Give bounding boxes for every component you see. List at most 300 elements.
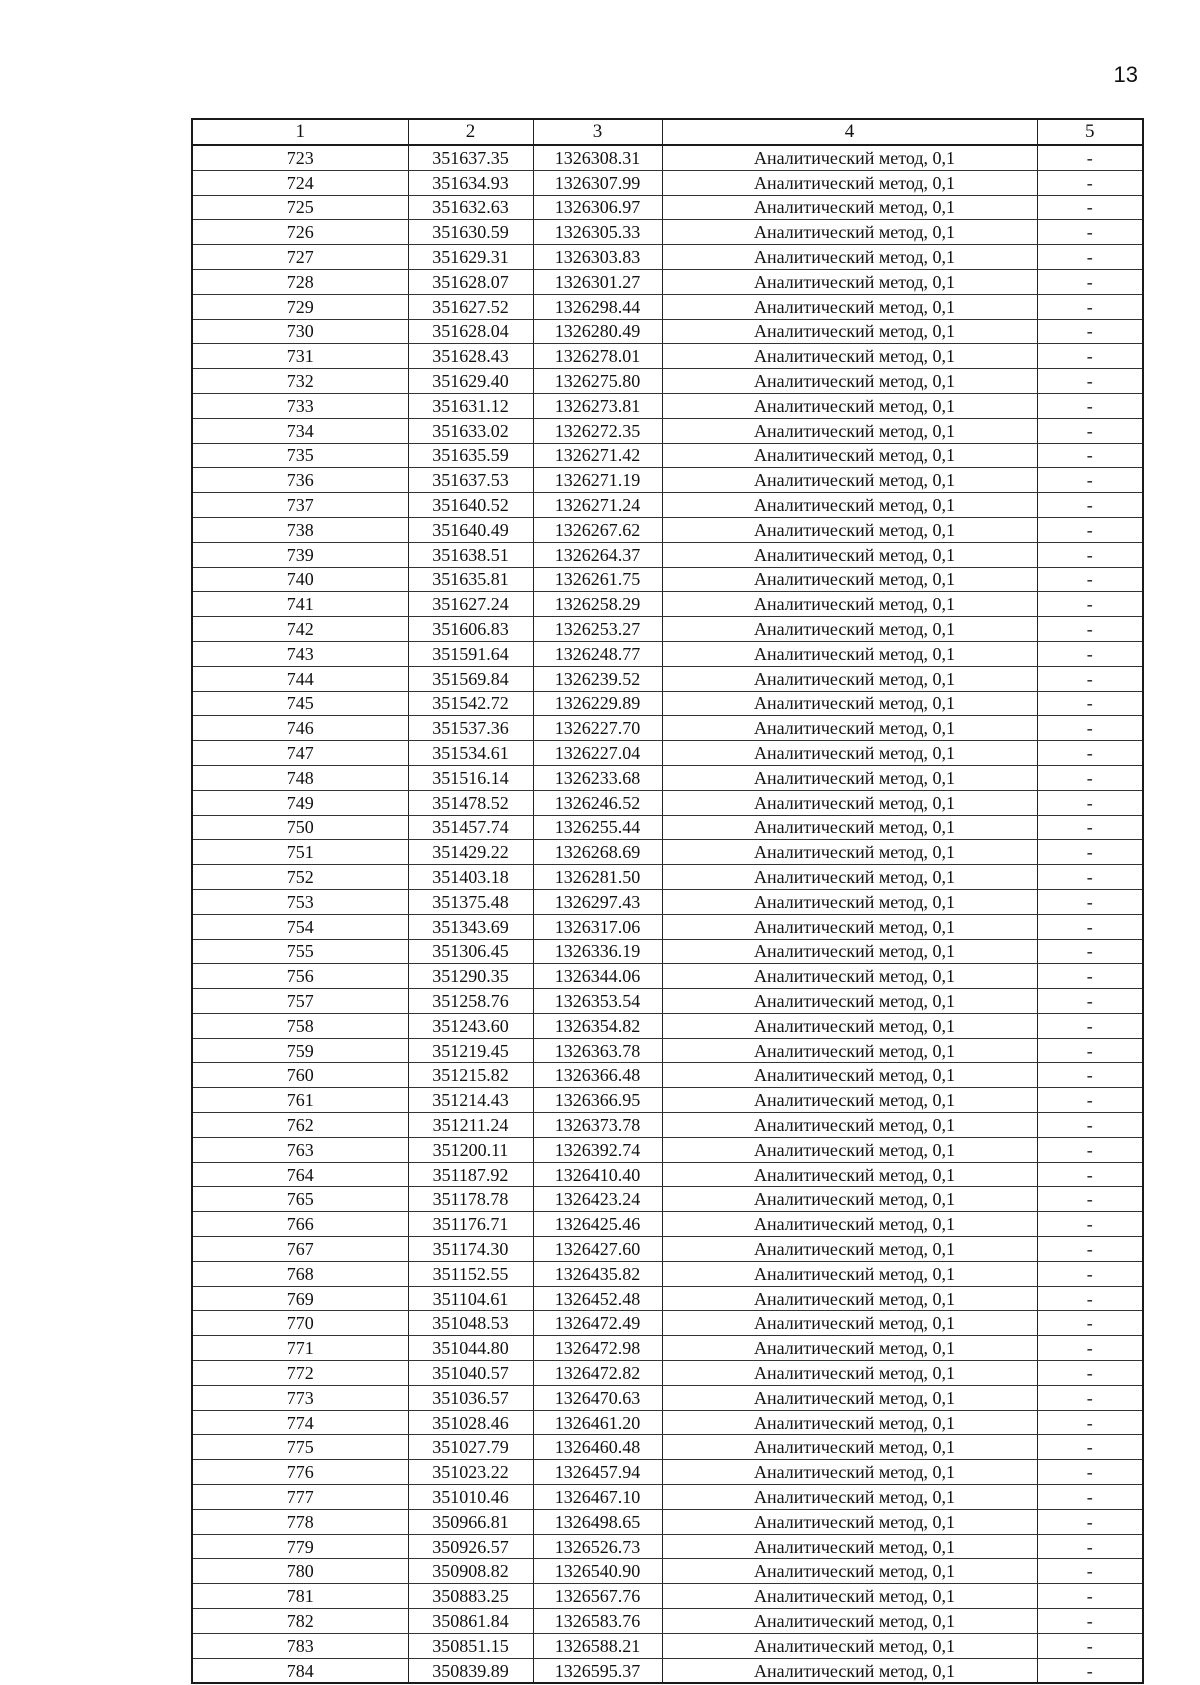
table-row [192,1212,1143,1237]
cell-description: - [1037,170,1143,195]
table-row [192,1609,1143,1634]
cell-description: - [1037,1038,1143,1063]
cell-x-coordinate: 351104.61 [408,1286,533,1311]
cell-description: - [1037,1534,1143,1559]
cell-point-number: 729 [192,294,408,319]
cell-point-number: 753 [192,889,408,914]
cell-y-coordinate: 1326410.40 [533,1162,662,1187]
cell-point-number: 755 [192,939,408,964]
cell-method: Аналитический метод, 0,1 [662,840,1037,865]
table-row [192,1435,1143,1460]
cell-point-number: 764 [192,1162,408,1187]
cell-y-coordinate: 1326467.10 [533,1485,662,1510]
cell-point-number: 742 [192,617,408,642]
cell-point-number: 757 [192,989,408,1014]
cell-y-coordinate: 1326303.83 [533,245,662,270]
table-row [192,939,1143,964]
table-row [192,145,1143,170]
table-row [192,1261,1143,1286]
cell-x-coordinate: 351591.64 [408,641,533,666]
cell-point-number: 746 [192,716,408,741]
cell-method: Аналитический метод, 0,1 [662,865,1037,890]
cell-y-coordinate: 1326298.44 [533,294,662,319]
table-row [192,964,1143,989]
cell-point-number: 776 [192,1460,408,1485]
table-row [192,1063,1143,1088]
cell-x-coordinate: 351306.45 [408,939,533,964]
cell-x-coordinate: 351635.59 [408,443,533,468]
cell-description: - [1037,1088,1143,1113]
cell-y-coordinate: 1326472.82 [533,1361,662,1386]
cell-description: - [1037,1509,1143,1534]
cell-point-number: 725 [192,195,408,220]
cell-x-coordinate: 351214.43 [408,1088,533,1113]
cell-description: - [1037,1212,1143,1237]
cell-x-coordinate: 351200.11 [408,1137,533,1162]
table-row [192,294,1143,319]
cell-method: Аналитический метод, 0,1 [662,1385,1037,1410]
cell-x-coordinate: 351211.24 [408,1113,533,1138]
cell-x-coordinate: 351516.14 [408,765,533,790]
cell-method: Аналитический метод, 0,1 [662,369,1037,394]
cell-method: Аналитический метод, 0,1 [662,294,1037,319]
cell-method: Аналитический метод, 0,1 [662,741,1037,766]
cell-y-coordinate: 1326366.95 [533,1088,662,1113]
cell-description: - [1037,815,1143,840]
cell-description: - [1037,1435,1143,1460]
cell-point-number: 762 [192,1113,408,1138]
cell-description: - [1037,245,1143,270]
cell-x-coordinate: 351258.76 [408,989,533,1014]
table-row [192,393,1143,418]
cell-point-number: 751 [192,840,408,865]
cell-method: Аналитический метод, 0,1 [662,1187,1037,1212]
cell-description: - [1037,914,1143,939]
cell-y-coordinate: 1326268.69 [533,840,662,865]
cell-method: Аналитический метод, 0,1 [662,641,1037,666]
table-row [192,1534,1143,1559]
cell-method: Аналитический метод, 0,1 [662,1460,1037,1485]
table-row [192,815,1143,840]
cell-description: - [1037,418,1143,443]
cell-y-coordinate: 1326308.31 [533,145,662,170]
cell-description: - [1037,493,1143,518]
table-row [192,1385,1143,1410]
column-header-x: 2 [408,119,533,145]
cell-y-coordinate: 1326540.90 [533,1559,662,1584]
cell-method: Аналитический метод, 0,1 [662,716,1037,741]
cell-x-coordinate: 351627.24 [408,592,533,617]
cell-point-number: 735 [192,443,408,468]
cell-point-number: 754 [192,914,408,939]
table-row [192,765,1143,790]
table-row [192,617,1143,642]
table-row [192,1584,1143,1609]
cell-y-coordinate: 1326595.37 [533,1658,662,1683]
cell-point-number: 782 [192,1609,408,1634]
table-row [192,369,1143,394]
table-row [192,1410,1143,1435]
cell-y-coordinate: 1326261.75 [533,567,662,592]
table-row [192,468,1143,493]
cell-y-coordinate: 1326248.77 [533,641,662,666]
cell-description: - [1037,592,1143,617]
cell-x-coordinate: 351178.78 [408,1187,533,1212]
cell-y-coordinate: 1326435.82 [533,1261,662,1286]
table-row [192,1336,1143,1361]
cell-method: Аналитический метод, 0,1 [662,195,1037,220]
table-row [192,319,1143,344]
table-row [192,220,1143,245]
cell-x-coordinate: 351635.81 [408,567,533,592]
cell-point-number: 765 [192,1187,408,1212]
cell-x-coordinate: 351542.72 [408,691,533,716]
table-row [192,840,1143,865]
cell-description: - [1037,369,1143,394]
table-row [192,741,1143,766]
cell-method: Аналитический метод, 0,1 [662,1609,1037,1634]
cell-y-coordinate: 1326264.37 [533,542,662,567]
cell-method: Аналитический метод, 0,1 [662,1038,1037,1063]
table-row [192,790,1143,815]
cell-method: Аналитический метод, 0,1 [662,1485,1037,1510]
cell-point-number: 752 [192,865,408,890]
cell-description: - [1037,889,1143,914]
cell-y-coordinate: 1326271.24 [533,493,662,518]
cell-description: - [1037,1113,1143,1138]
cell-point-number: 769 [192,1286,408,1311]
cell-method: Аналитический метод, 0,1 [662,567,1037,592]
cell-y-coordinate: 1326229.89 [533,691,662,716]
cell-y-coordinate: 1326353.54 [533,989,662,1014]
cell-y-coordinate: 1326373.78 [533,1113,662,1138]
cell-y-coordinate: 1326366.48 [533,1063,662,1088]
cell-y-coordinate: 1326392.74 [533,1137,662,1162]
cell-y-coordinate: 1326567.76 [533,1584,662,1609]
cell-x-coordinate: 350908.82 [408,1559,533,1584]
cell-method: Аналитический метод, 0,1 [662,1633,1037,1658]
cell-y-coordinate: 1326344.06 [533,964,662,989]
cell-method: Аналитический метод, 0,1 [662,666,1037,691]
cell-method: Аналитический метод, 0,1 [662,1361,1037,1386]
cell-description: - [1037,1460,1143,1485]
cell-y-coordinate: 1326253.27 [533,617,662,642]
cell-method: Аналитический метод, 0,1 [662,542,1037,567]
cell-description: - [1037,1261,1143,1286]
cell-description: - [1037,567,1143,592]
table-row [192,567,1143,592]
cell-point-number: 760 [192,1063,408,1088]
cell-x-coordinate: 350966.81 [408,1509,533,1534]
table-row [192,1237,1143,1262]
cell-point-number: 744 [192,666,408,691]
cell-point-number: 756 [192,964,408,989]
cell-x-coordinate: 350839.89 [408,1658,533,1683]
table-row [192,1633,1143,1658]
cell-description: - [1037,1311,1143,1336]
cell-method: Аналитический метод, 0,1 [662,393,1037,418]
cell-x-coordinate: 351537.36 [408,716,533,741]
table-row [192,1311,1143,1336]
cell-description: - [1037,666,1143,691]
cell-point-number: 778 [192,1509,408,1534]
cell-description: - [1037,1063,1143,1088]
cell-y-coordinate: 1326583.76 [533,1609,662,1634]
cell-x-coordinate: 351174.30 [408,1237,533,1262]
cell-point-number: 731 [192,344,408,369]
cell-method: Аналитический метод, 0,1 [662,1509,1037,1534]
cell-x-coordinate: 351634.93 [408,170,533,195]
cell-y-coordinate: 1326297.43 [533,889,662,914]
cell-description: - [1037,145,1143,170]
table-row [192,691,1143,716]
cell-y-coordinate: 1326498.65 [533,1509,662,1534]
table-row [192,1286,1143,1311]
coordinates-table [191,118,1144,1684]
cell-x-coordinate: 351403.18 [408,865,533,890]
table-row [192,641,1143,666]
cell-method: Аналитический метод, 0,1 [662,1311,1037,1336]
cell-y-coordinate: 1326472.98 [533,1336,662,1361]
cell-point-number: 733 [192,393,408,418]
cell-x-coordinate: 351628.07 [408,269,533,294]
cell-y-coordinate: 1326255.44 [533,815,662,840]
table-row [192,245,1143,270]
cell-y-coordinate: 1326271.19 [533,468,662,493]
cell-description: - [1037,468,1143,493]
cell-y-coordinate: 1326301.27 [533,269,662,294]
table-row [192,1137,1143,1162]
cell-point-number: 766 [192,1212,408,1237]
cell-point-number: 745 [192,691,408,716]
cell-method: Аналитический метод, 0,1 [662,1063,1037,1088]
cell-description: - [1037,840,1143,865]
cell-description: - [1037,1559,1143,1584]
cell-description: - [1037,319,1143,344]
cell-x-coordinate: 351478.52 [408,790,533,815]
cell-method: Аналитический метод, 0,1 [662,1088,1037,1113]
cell-x-coordinate: 351534.61 [408,741,533,766]
cell-description: - [1037,641,1143,666]
cell-y-coordinate: 1326363.78 [533,1038,662,1063]
table-row [192,1162,1143,1187]
cell-description: - [1037,790,1143,815]
cell-description: - [1037,1609,1143,1634]
table-row [192,592,1143,617]
cell-y-coordinate: 1326317.06 [533,914,662,939]
cell-description: - [1037,1162,1143,1187]
cell-x-coordinate: 351215.82 [408,1063,533,1088]
cell-description: - [1037,1658,1143,1683]
cell-x-coordinate: 351429.22 [408,840,533,865]
cell-description: - [1037,1361,1143,1386]
coordinates-table-container [191,118,1142,1684]
cell-description: - [1037,1237,1143,1262]
cell-description: - [1037,765,1143,790]
cell-description: - [1037,1137,1143,1162]
cell-x-coordinate: 351044.80 [408,1336,533,1361]
cell-point-number: 730 [192,319,408,344]
cell-point-number: 739 [192,542,408,567]
cell-method: Аналитический метод, 0,1 [662,245,1037,270]
cell-y-coordinate: 1326227.70 [533,716,662,741]
cell-method: Аналитический метод, 0,1 [662,1534,1037,1559]
table-row [192,1013,1143,1038]
cell-x-coordinate: 351036.57 [408,1385,533,1410]
cell-description: - [1037,1485,1143,1510]
cell-method: Аналитический метод, 0,1 [662,1559,1037,1584]
cell-y-coordinate: 1326307.99 [533,170,662,195]
cell-description: - [1037,443,1143,468]
cell-point-number: 780 [192,1559,408,1584]
cell-y-coordinate: 1326461.20 [533,1410,662,1435]
cell-y-coordinate: 1326275.80 [533,369,662,394]
cell-y-coordinate: 1326246.52 [533,790,662,815]
table-row [192,666,1143,691]
table-body [192,145,1143,1683]
cell-y-coordinate: 1326336.19 [533,939,662,964]
cell-y-coordinate: 1326354.82 [533,1013,662,1038]
table-row [192,195,1143,220]
cell-method: Аналитический метод, 0,1 [662,1584,1037,1609]
cell-description: - [1037,741,1143,766]
cell-y-coordinate: 1326427.60 [533,1237,662,1262]
cell-point-number: 750 [192,815,408,840]
cell-method: Аналитический метод, 0,1 [662,1261,1037,1286]
table-row [192,493,1143,518]
cell-description: - [1037,1336,1143,1361]
cell-x-coordinate: 350861.84 [408,1609,533,1634]
cell-description: - [1037,269,1143,294]
cell-point-number: 781 [192,1584,408,1609]
cell-y-coordinate: 1326239.52 [533,666,662,691]
cell-method: Аналитический метод, 0,1 [662,269,1037,294]
cell-x-coordinate: 351040.57 [408,1361,533,1386]
cell-point-number: 749 [192,790,408,815]
cell-x-coordinate: 351629.31 [408,245,533,270]
cell-point-number: 743 [192,641,408,666]
cell-x-coordinate: 351640.52 [408,493,533,518]
cell-x-coordinate: 351010.46 [408,1485,533,1510]
cell-point-number: 747 [192,741,408,766]
cell-x-coordinate: 351048.53 [408,1311,533,1336]
cell-y-coordinate: 1326588.21 [533,1633,662,1658]
cell-description: - [1037,964,1143,989]
cell-x-coordinate: 351457.74 [408,815,533,840]
cell-x-coordinate: 351638.51 [408,542,533,567]
cell-point-number: 727 [192,245,408,270]
cell-description: - [1037,1633,1143,1658]
cell-x-coordinate: 351631.12 [408,393,533,418]
cell-point-number: 772 [192,1361,408,1386]
table-row [192,542,1143,567]
table-row [192,914,1143,939]
cell-point-number: 740 [192,567,408,592]
cell-y-coordinate: 1326452.48 [533,1286,662,1311]
cell-point-number: 783 [192,1633,408,1658]
page-number: 13 [1113,62,1138,87]
cell-point-number: 784 [192,1658,408,1683]
cell-point-number: 767 [192,1237,408,1262]
table-row [192,716,1143,741]
cell-y-coordinate: 1326425.46 [533,1212,662,1237]
cell-method: Аналитический метод, 0,1 [662,964,1037,989]
table-row [192,1559,1143,1584]
table-row [192,1658,1143,1683]
cell-description: - [1037,344,1143,369]
cell-x-coordinate: 351640.49 [408,517,533,542]
cell-y-coordinate: 1326526.73 [533,1534,662,1559]
cell-method: Аналитический метод, 0,1 [662,517,1037,542]
cell-point-number: 723 [192,145,408,170]
column-header-method: 4 [662,119,1037,145]
cell-y-coordinate: 1326227.04 [533,741,662,766]
cell-x-coordinate: 351628.43 [408,344,533,369]
cell-y-coordinate: 1326423.24 [533,1187,662,1212]
table-row [192,1509,1143,1534]
cell-point-number: 768 [192,1261,408,1286]
cell-point-number: 777 [192,1485,408,1510]
cell-method: Аналитический метод, 0,1 [662,1137,1037,1162]
cell-description: - [1037,517,1143,542]
cell-x-coordinate: 351290.35 [408,964,533,989]
cell-method: Аналитический метод, 0,1 [662,170,1037,195]
cell-point-number: 774 [192,1410,408,1435]
cell-x-coordinate: 350926.57 [408,1534,533,1559]
cell-method: Аналитический метод, 0,1 [662,493,1037,518]
cell-point-number: 737 [192,493,408,518]
cell-method: Аналитический метод, 0,1 [662,1410,1037,1435]
cell-x-coordinate: 351219.45 [408,1038,533,1063]
cell-description: - [1037,1187,1143,1212]
cell-method: Аналитический метод, 0,1 [662,1212,1037,1237]
column-header-point-number: 1 [192,119,408,145]
table-row [192,1088,1143,1113]
table-row [192,344,1143,369]
cell-x-coordinate: 351632.63 [408,195,533,220]
cell-y-coordinate: 1326267.62 [533,517,662,542]
cell-method: Аналитический метод, 0,1 [662,765,1037,790]
cell-x-coordinate: 351627.52 [408,294,533,319]
cell-x-coordinate: 351633.02 [408,418,533,443]
cell-description: - [1037,617,1143,642]
cell-y-coordinate: 1326281.50 [533,865,662,890]
cell-method: Аналитический метод, 0,1 [662,1658,1037,1683]
cell-method: Аналитический метод, 0,1 [662,1013,1037,1038]
table-row [192,1038,1143,1063]
cell-description: - [1037,691,1143,716]
cell-point-number: 758 [192,1013,408,1038]
cell-method: Аналитический метод, 0,1 [662,468,1037,493]
table-row [192,170,1143,195]
cell-point-number: 770 [192,1311,408,1336]
cell-description: - [1037,1385,1143,1410]
cell-method: Аналитический метод, 0,1 [662,1162,1037,1187]
cell-method: Аналитический метод, 0,1 [662,319,1037,344]
cell-y-coordinate: 1326470.63 [533,1385,662,1410]
cell-x-coordinate: 351630.59 [408,220,533,245]
cell-x-coordinate: 351628.04 [408,319,533,344]
cell-description: - [1037,1013,1143,1038]
table-row [192,269,1143,294]
cell-point-number: 736 [192,468,408,493]
cell-x-coordinate: 351569.84 [408,666,533,691]
cell-point-number: 728 [192,269,408,294]
cell-x-coordinate: 351023.22 [408,1460,533,1485]
cell-y-coordinate: 1326306.97 [533,195,662,220]
cell-point-number: 741 [192,592,408,617]
cell-method: Аналитический метод, 0,1 [662,691,1037,716]
